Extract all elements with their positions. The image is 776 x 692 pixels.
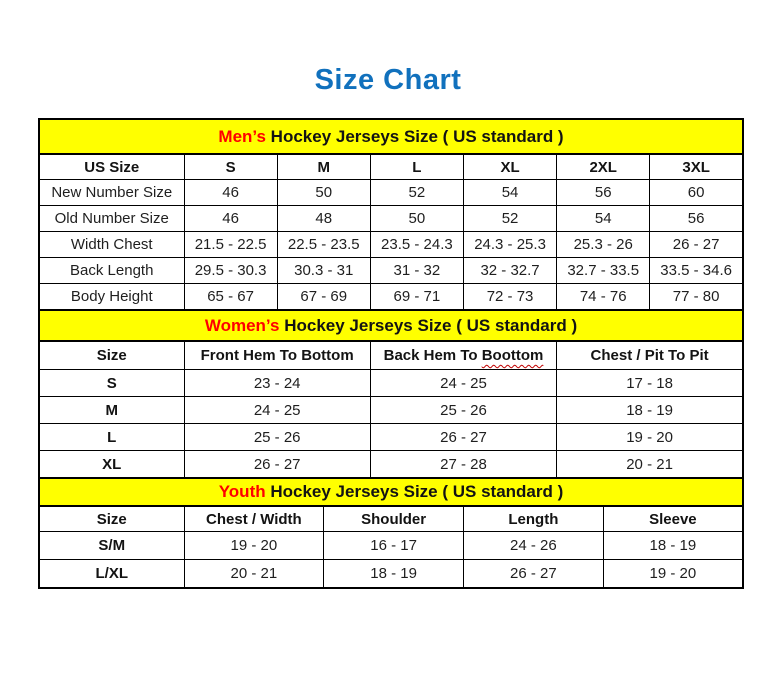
youth-banner-highlight: Youth bbox=[218, 482, 266, 501]
womens-data-cell: 17 - 18 bbox=[557, 370, 743, 397]
mens-data-cell: 52 bbox=[370, 180, 463, 206]
mens-data-cell: 48 bbox=[277, 206, 370, 232]
youth-data-cell: 18 - 19 bbox=[603, 532, 743, 560]
mens-data-cell: 74 - 76 bbox=[557, 284, 650, 311]
youth-data-cell: 16 - 17 bbox=[324, 532, 464, 560]
mens-col-header: M bbox=[277, 154, 370, 180]
mens-data-cell: 46 bbox=[184, 180, 277, 206]
mens-col-header: S bbox=[184, 154, 277, 180]
youth-col-header: Sleeve bbox=[603, 506, 743, 532]
mens-data-cell: 32 - 32.7 bbox=[463, 258, 556, 284]
youth-row-label: L/XL bbox=[39, 560, 184, 589]
womens-data-cell: 23 - 24 bbox=[184, 370, 370, 397]
youth-table-row bbox=[39, 532, 743, 560]
mens-data-cell: 52 bbox=[463, 206, 556, 232]
misspelled-word: Boottom bbox=[481, 347, 544, 364]
size-tables bbox=[38, 118, 744, 589]
mens-col-header: L bbox=[370, 154, 463, 180]
mens-table-row bbox=[39, 258, 743, 284]
mens-data-cell: 72 - 73 bbox=[463, 284, 556, 311]
womens-data-cell: 26 - 27 bbox=[184, 451, 370, 479]
youth-section-banner bbox=[39, 478, 743, 506]
mens-data-cell: 29.5 - 30.3 bbox=[184, 258, 277, 284]
womens-data-cell: 20 - 21 bbox=[557, 451, 743, 479]
womens-col-header: Back Hem To Boottom bbox=[370, 341, 556, 370]
youth-data-cell: 19 - 20 bbox=[603, 560, 743, 589]
mens-data-cell: 24.3 - 25.3 bbox=[463, 232, 556, 258]
mens-data-cell: 77 - 80 bbox=[650, 284, 743, 311]
womens-table-row bbox=[39, 424, 743, 451]
womens-data-cell: 24 - 25 bbox=[184, 397, 370, 424]
womens-data-cell: 25 - 26 bbox=[184, 424, 370, 451]
mens-data-cell: 65 - 67 bbox=[184, 284, 277, 311]
womens-data-cell: 24 - 25 bbox=[370, 370, 556, 397]
mens-data-cell: 22.5 - 23.5 bbox=[277, 232, 370, 258]
mens-data-cell: 54 bbox=[463, 180, 556, 206]
youth-col-header: Length bbox=[464, 506, 604, 532]
youth-col-header: Size bbox=[39, 506, 184, 532]
mens-header-row bbox=[39, 154, 743, 180]
womens-banner-highlight: Women’s bbox=[204, 315, 280, 335]
womens-row-label: L bbox=[39, 424, 184, 451]
youth-data-cell: 26 - 27 bbox=[464, 560, 604, 589]
mens-data-cell: 54 bbox=[557, 206, 650, 232]
mens-row-label: Body Height bbox=[39, 284, 184, 311]
mens-data-cell: 56 bbox=[650, 206, 743, 232]
mens-col-header: 2XL bbox=[557, 154, 650, 180]
mens-row-label: Width Chest bbox=[39, 232, 184, 258]
womens-col-header: Front Hem To Bottom bbox=[184, 341, 370, 370]
youth-col-header: Chest / Width bbox=[184, 506, 324, 532]
womens-data-cell: 18 - 19 bbox=[557, 397, 743, 424]
mens-data-cell: 69 - 71 bbox=[370, 284, 463, 311]
mens-data-cell: 67 - 69 bbox=[277, 284, 370, 311]
womens-data-cell: 27 - 28 bbox=[370, 451, 556, 479]
mens-data-cell: 21.5 - 22.5 bbox=[184, 232, 277, 258]
womens-data-cell: 26 - 27 bbox=[370, 424, 556, 451]
youth-header-row bbox=[39, 506, 743, 532]
mens-data-cell: 60 bbox=[650, 180, 743, 206]
mens-data-cell: 32.7 - 33.5 bbox=[557, 258, 650, 284]
mens-row-label: Old Number Size bbox=[39, 206, 184, 232]
womens-header-row bbox=[39, 341, 743, 370]
mens-table-row bbox=[39, 206, 743, 232]
youth-table-row bbox=[39, 560, 743, 589]
mens-size-table bbox=[38, 118, 744, 311]
womens-row-label: XL bbox=[39, 451, 184, 479]
womens-col-header: Size bbox=[39, 341, 184, 370]
womens-table-row bbox=[39, 397, 743, 424]
womens-table-row bbox=[39, 451, 743, 479]
womens-table-row bbox=[39, 370, 743, 397]
mens-data-cell: 26 - 27 bbox=[650, 232, 743, 258]
womens-row-label: S bbox=[39, 370, 184, 397]
mens-data-cell: 25.3 - 26 bbox=[557, 232, 650, 258]
womens-data-cell: 25 - 26 bbox=[370, 397, 556, 424]
youth-banner-text: Hockey Jerseys Size ( US standard ) bbox=[265, 482, 564, 501]
womens-section-banner bbox=[39, 310, 743, 341]
youth-data-cell: 19 - 20 bbox=[184, 532, 324, 560]
mens-data-cell: 31 - 32 bbox=[370, 258, 463, 284]
youth-size-table bbox=[38, 477, 744, 589]
youth-col-header: Shoulder bbox=[324, 506, 464, 532]
mens-row-label: New Number Size bbox=[39, 180, 184, 206]
mens-data-cell: 50 bbox=[277, 180, 370, 206]
mens-table-row bbox=[39, 180, 743, 206]
page-title: Size Chart bbox=[314, 64, 462, 96]
womens-banner-text: Hockey Jerseys Size ( US standard ) bbox=[279, 315, 578, 335]
mens-banner-highlight: Men’s bbox=[218, 126, 266, 146]
mens-col-header: US Size bbox=[39, 154, 184, 180]
womens-col-header: Chest / Pit To Pit bbox=[557, 341, 743, 370]
youth-data-cell: 20 - 21 bbox=[184, 560, 324, 589]
womens-data-cell: 19 - 20 bbox=[557, 424, 743, 451]
youth-data-cell: 24 - 26 bbox=[464, 532, 604, 560]
mens-data-cell: 50 bbox=[370, 206, 463, 232]
womens-row-label: M bbox=[39, 397, 184, 424]
mens-data-cell: 23.5 - 24.3 bbox=[370, 232, 463, 258]
mens-col-header: XL bbox=[463, 154, 556, 180]
mens-col-header: 3XL bbox=[650, 154, 743, 180]
womens-size-table bbox=[38, 309, 744, 479]
mens-table-row bbox=[39, 232, 743, 258]
youth-row-label: S/M bbox=[39, 532, 184, 560]
mens-data-cell: 33.5 - 34.6 bbox=[650, 258, 743, 284]
mens-data-cell: 56 bbox=[557, 180, 650, 206]
mens-table-row bbox=[39, 284, 743, 311]
mens-row-label: Back Length bbox=[39, 258, 184, 284]
mens-banner-text: Hockey Jerseys Size ( US standard ) bbox=[265, 126, 564, 146]
mens-data-cell: 46 bbox=[184, 206, 277, 232]
mens-data-cell: 30.3 - 31 bbox=[277, 258, 370, 284]
mens-section-banner bbox=[39, 119, 743, 154]
youth-data-cell: 18 - 19 bbox=[324, 560, 464, 589]
